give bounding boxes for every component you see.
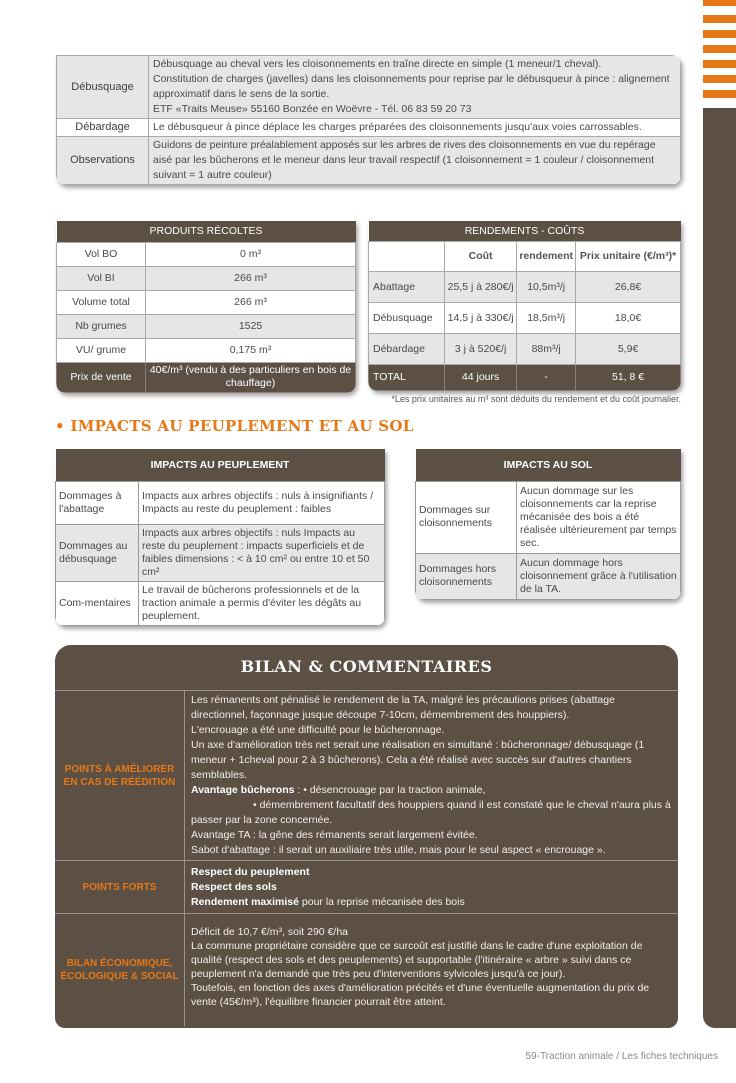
bilan-row-ameliorer: [55, 691, 678, 861]
row-value: 0 m³: [146, 242, 356, 266]
table-row: [56, 581, 385, 625]
cell: -: [517, 364, 576, 390]
table-row: [56, 524, 385, 581]
header-row: [369, 241, 681, 271]
table-row: [57, 56, 681, 119]
column-header: Prix unitaire (€/m³)*: [576, 241, 681, 271]
row-label: Dommages hors cloisonnements: [416, 553, 517, 599]
row-label: Prix de vente: [57, 362, 146, 392]
cell: 25,5 j à 280€/j: [445, 271, 517, 302]
row-label: Dommages à l'abattage: [56, 481, 139, 524]
rendements-couts-table: [368, 221, 681, 391]
cell: 51, 8 €: [576, 364, 681, 390]
cell: 3 j à 520€/j: [445, 333, 517, 364]
row-text: Aucun dommage hors cloisonnement grâce à l'utilisation de la TA.: [517, 553, 681, 599]
bilan-commentaires-panel: [55, 645, 678, 1028]
table-row: [56, 481, 385, 524]
row-value: 40€/m³ (vendu à des particuliers en bois de chauffage): [146, 362, 356, 392]
row-text: Débusquage au cheval vers les cloisonnements en traîne directe en simple (1 meneur/1 cheval). Constitution de charges (javelles) dans les cloisonnements pour reprise par le débusqueur à pince : alignement approximatif dans le sens de la sortie. ETF «Traits Meuse» 55160 Bonzée en Woëvre - Tél. 06 83 59 20 73: [149, 56, 681, 119]
page-footer: 59-Traction animale / Les fiches techniques: [525, 1051, 718, 1062]
row-label: Vol BI: [57, 266, 146, 290]
row-label: Débusquage: [57, 56, 149, 119]
impacts-peuplement-table: [55, 449, 385, 626]
decorative-stripes: [703, 0, 736, 105]
row-label: Nb grumes: [57, 314, 146, 338]
cell: Débusquage: [369, 302, 445, 333]
table-row: [369, 333, 681, 364]
row-label: Observations: [57, 137, 149, 185]
row-label: VU/ grume: [57, 338, 146, 362]
row-text: Guidons de peinture préalablement apposés sur les arbres de rives des cloisonnements en vue du repérage aisé par les bûcherons et le meneur dans leur travail respectif (1 cloisonnement = 1 couleur / cloisonnement suivant = 1 autre couleur): [149, 137, 681, 185]
table-row: [57, 362, 356, 392]
table-row: [57, 137, 681, 185]
cell: TOTAL: [369, 364, 445, 390]
table-row: [416, 481, 681, 553]
bilan-title: BILAN & COMMENTAIRES: [55, 645, 678, 691]
row-label: Dommages au débusquage: [56, 524, 139, 581]
row-text: Le débusqueur à pince déplace les charges préparées des cloisonnements jusqu'aux voies carrossables.: [149, 119, 681, 137]
row-text: Aucun dommage sur les cloisonnements car la reprise mécanisée des bois a été réalisée ultérieurement par temps sec.: [517, 481, 681, 553]
footnote: *Les prix unitaires au m³ sont déduits du rendement et du coût journalier.: [391, 394, 681, 404]
table-title: IMPACTS AU SOL: [416, 449, 681, 481]
column-header: [369, 241, 445, 271]
produits-recoltes-table: [56, 221, 356, 393]
row-label: Com-mentaires: [56, 581, 139, 625]
column-header: Coût: [445, 241, 517, 271]
row-label: BILAN ÉCONOMIQUE, ÉCOLOGIQUE & SOCIAL: [55, 914, 185, 1026]
column-header: rendement: [517, 241, 576, 271]
table-title: IMPACTS AU PEUPLEMENT: [56, 449, 385, 481]
row-value: 0,175 m³: [146, 338, 356, 362]
section-title: • IMPACTS AU PEUPLEMENT ET AU SOL: [55, 417, 414, 435]
table-row: [369, 271, 681, 302]
row-label: Vol BO: [57, 242, 146, 266]
row-value: 266 m³: [146, 266, 356, 290]
table-title: RENDEMENTS - COÛTS: [369, 221, 681, 241]
cell: Débardage: [369, 333, 445, 364]
row-value: 1525: [146, 314, 356, 338]
table-row: [57, 314, 356, 338]
cell: 26,8€: [576, 271, 681, 302]
row-text: Respect du peuplement Respect des sols Rendement maximisé pour la reprise mécanisée des bois: [191, 866, 465, 908]
cell: 44 jours: [445, 364, 517, 390]
table-row: [57, 338, 356, 362]
table-title: PRODUITS RÉCOLTES: [57, 221, 356, 242]
row-label: POINTS À AMÉLIORER EN CAS DE RÉÉDITION: [55, 691, 185, 860]
cell: Abattage: [369, 271, 445, 302]
row-label: POINTS FORTS: [55, 861, 185, 913]
cell: 10,5m³/j: [517, 271, 576, 302]
table-row: [57, 119, 681, 137]
bilan-row-economique: [55, 914, 678, 1026]
table-row: [369, 302, 681, 333]
row-text: Déficit de 10,7 €/m³, soit 290 €/ha La commune propriétaire considère que ce surcoût est justifié dans le cadre d'une exploitation de qualité (respect des sols et des peuplements) et supportable (l'itinéraire « arbre » suivi dans ce peuplement n'a demandé que très peu d'interventions sylvicoles jusqu'à ce jour). Toutefois, en fonction des axes d'amélioration précités et d'une éventuelle augmentation du prix de vente (45€/m³), l'équilibre financier pourrait être atteint.: [191, 926, 650, 1008]
row-label: Volume total: [57, 290, 146, 314]
cell: 18,0€: [576, 302, 681, 333]
cell: 88m³/j: [517, 333, 576, 364]
cell: 18,5m³/j: [517, 302, 576, 333]
cell: 14,5 j à 330€/j: [445, 302, 517, 333]
bilan-row-forts: [55, 861, 678, 914]
impacts-sol-table: [415, 449, 681, 600]
row-text: Le travail de bûcherons professionnels et de la traction animale a permis d'éviter les dégâts au peuplement.: [139, 581, 385, 625]
row-label: Débardage: [57, 119, 149, 137]
total-row: [369, 364, 681, 390]
row-value: 266 m³: [146, 290, 356, 314]
table-row: [57, 290, 356, 314]
row-text: Les rémanents ont pénalisé le rendement de la TA, malgré les précautions prises (abattage directionnel, façonnage jusque découpe 7-10cm, démembrement des houppiers). L'encrouage a été une difficulté pour le bûcheronnage. Un axe d'amélioration très net serait une réalisation en simultané : bûcheronnage/ débusquage (1 meneur + 1cheval pour 2 à 3 bûcherons). Cela a été réalisé avec succès sur d'autres chantiers semblables. Avantage bûcherons : • désencrouage par la traction animale, • démembrement facultatif des houppiers quand il est constaté que le cheval n'aura plus à passer par la zone concernée. Avantage TA : la gêne des rémanents serait largement évitée. Sabot d'abattage : il serait un auxiliaire très utile, mais pour le seul aspect « encrouage ».: [191, 694, 671, 856]
row-text: Impacts aux arbres objectifs : nuls à insignifiants / Impacts au reste du peuplement : faibles: [139, 481, 385, 524]
side-bar-decoration: [703, 108, 736, 1028]
row-text: Impacts aux arbres objectifs : nuls Impacts au reste du peuplement : impacts superficiels et de faibles dimensions : < à 10 cm² ou entre 10 et 50 cm²: [139, 524, 385, 581]
operations-table: [56, 55, 681, 185]
table-row: [57, 266, 356, 290]
cell: 5,9€: [576, 333, 681, 364]
table-row: [416, 553, 681, 599]
table-row: [57, 242, 356, 266]
row-label: Dommages sur cloisonnements: [416, 481, 517, 553]
